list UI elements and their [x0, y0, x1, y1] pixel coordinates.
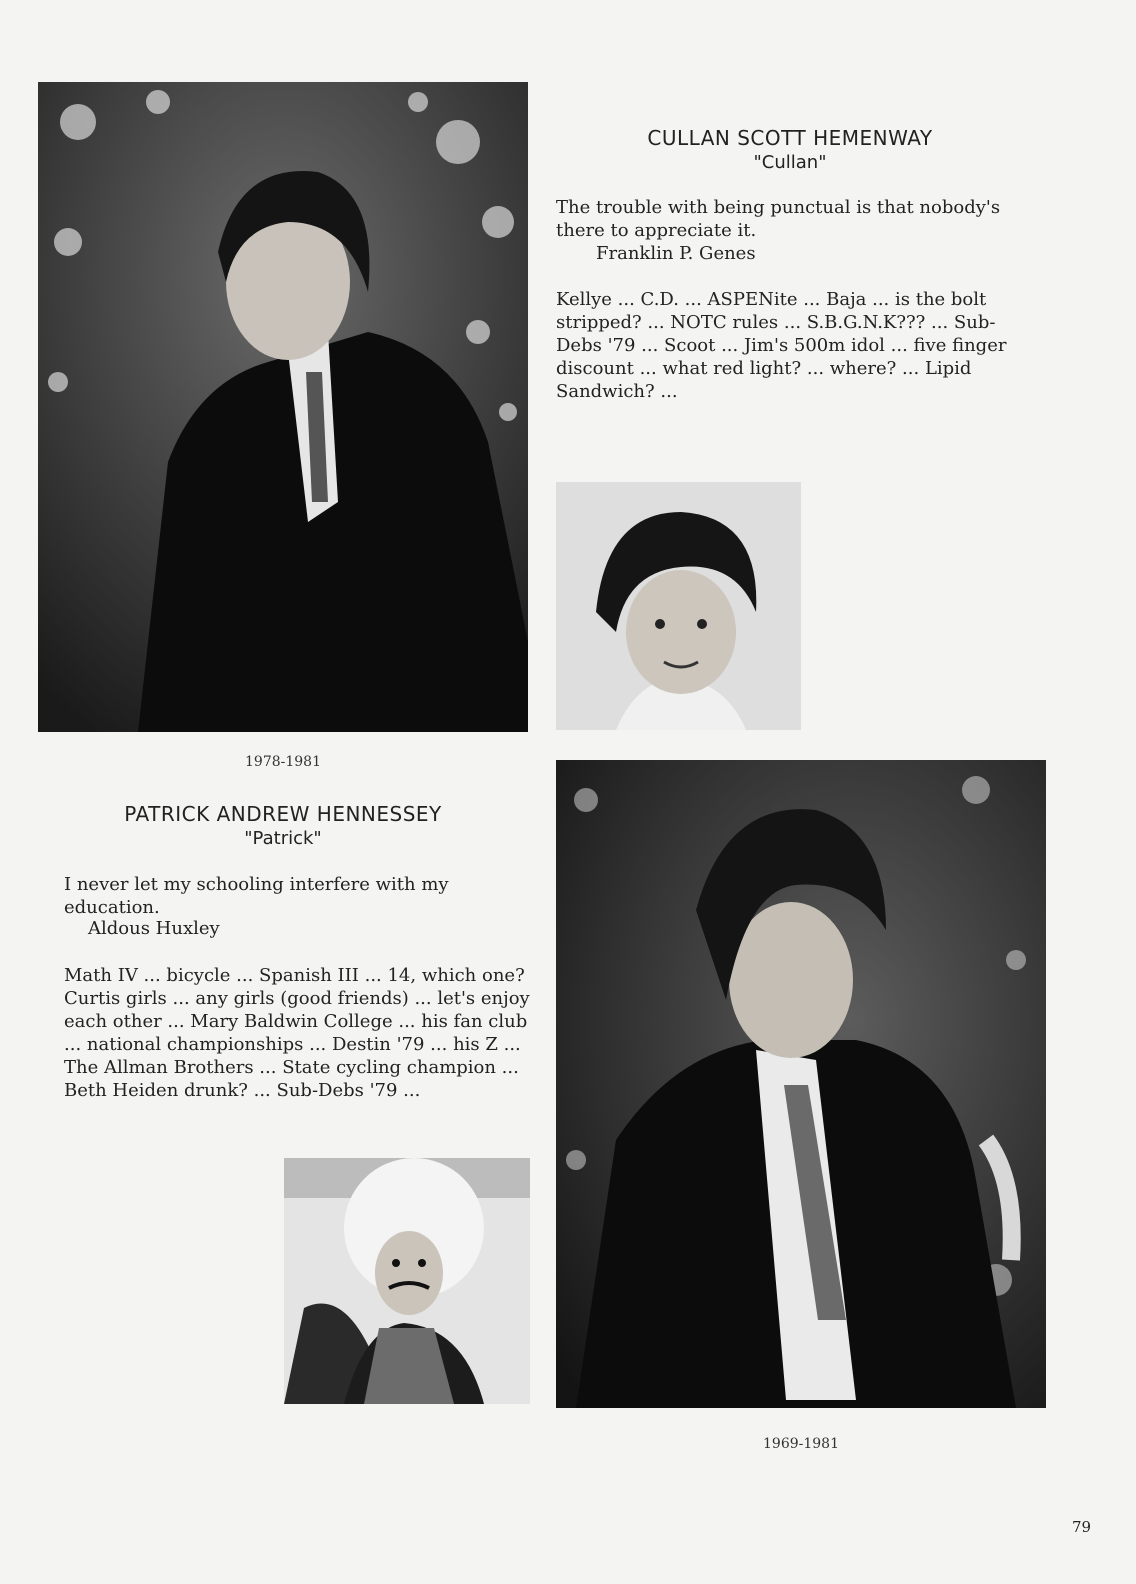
student-nickname-cullan: "Cullan" — [753, 152, 827, 173]
quote-author-patrick: Aldous Huxley — [88, 918, 220, 939]
portrait-photo-patrick — [556, 760, 1046, 1408]
attendance-years-cullan: 1978-1981 — [245, 754, 321, 770]
candid-photo-patrick — [284, 1158, 530, 1404]
candid-photo-cullan — [556, 482, 801, 730]
senior-quote-cullan: The trouble with being punctual is that nobody's there to appreciate it. — [556, 197, 1001, 241]
page-number: 79 — [1072, 1518, 1092, 1536]
quote-author-cullan: Franklin P. Genes — [596, 243, 756, 264]
senior-bio-patrick: Math IV ... bicycle ... Spanish III ... 14, which one? Curtis girls ... any girls (good friends) ... let's enjoy each other ... Mary Baldwin College ... his fan club ... national championships ... Destin '79 ... his Z ... The Allman Brothers ... State cycling champion ... Beth Heiden drunk? ... Sub-Debs '79 ... — [64, 965, 530, 1101]
senior-bio-cullan: Kellye ... C.D. ... ASPENite ... Baja ... is the bolt stripped? ... NOTC rules ... S.B.G.N.K??? ... Sub-Debs '79 ... Scoot ... Jim's 500m idol ... five finger discount ... what red light? ... where? ... Lipid Sandwich? ... — [556, 289, 1007, 402]
student-name-patrick: PATRICK ANDREW HENNESSEY — [124, 802, 442, 826]
student-nickname-patrick: "Patrick" — [244, 828, 322, 849]
student-name-cullan: CULLAN SCOTT HEMENWAY — [647, 126, 933, 150]
senior-quote-patrick: I never let my schooling interfere with my education. — [64, 874, 449, 918]
attendance-years-patrick: 1969-1981 — [763, 1436, 839, 1452]
portrait-photo-cullan — [38, 82, 528, 732]
